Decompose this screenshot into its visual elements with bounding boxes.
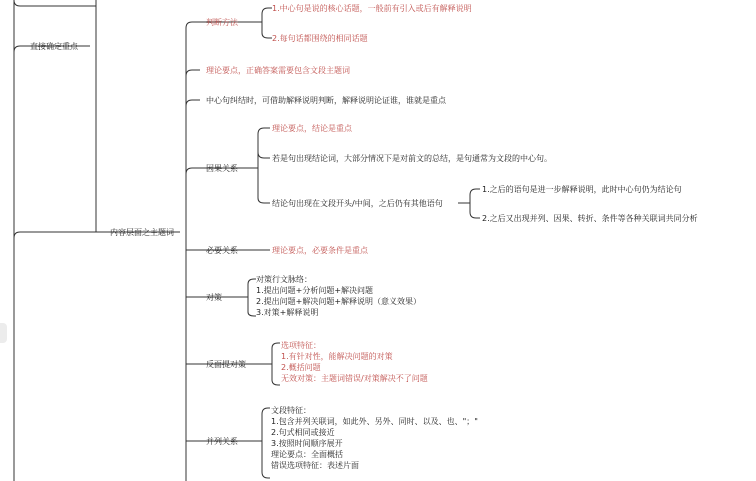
node-causal-sub-2[interactable]: 2.之后又出现并列、因果、转折、条件等各种关联词共同分析 <box>482 214 698 223</box>
node-judge-method[interactable]: 判断方法 <box>206 18 238 27</box>
node-countermeasure-text-3: 2.提出问题+解决问题+解释说明（意义效果） <box>256 297 422 306</box>
node-countermeasure-text-2: 1.提出问题+分析问题+解决问题 <box>256 286 374 295</box>
node-content-topic-word[interactable]: 内容层面之主题词 <box>110 228 174 237</box>
node-reverse-text-3: 2.概括问题 <box>281 363 321 372</box>
node-judge-method-2[interactable]: 2.每句话都围绕的相同话题 <box>272 34 368 43</box>
node-necessary-relation[interactable]: 必要关系 <box>206 246 238 255</box>
node-countermeasure-text-4: 3.对策+解释说明 <box>256 308 319 317</box>
node-parallel-text-2: 1.包含并列关联词，如此外、另外、同时、以及、也、"；" <box>271 417 478 426</box>
node-direct-key-point[interactable]: 直接确定重点 <box>30 42 78 51</box>
link-content <box>14 232 26 238</box>
node-center-sentence[interactable]: 中心句纠结时，可借助解释说明判断，解释说明论证谁，谁就是重点 <box>206 96 446 105</box>
node-reverse-countermeasure[interactable]: 反面提对策 <box>206 360 246 369</box>
node-theory-topic-word[interactable]: 理论要点，正确答案需要包含文段主题词 <box>206 66 350 75</box>
node-causal-conclusion-word[interactable]: 若是句出现结论词，大部分情况下是对前文的总结，是句通常为文段的中心句。 <box>272 154 552 163</box>
node-parallel-text-1: 文段特征： <box>271 406 311 415</box>
node-parallel-text-3: 2.句式相同或接近 <box>271 428 335 437</box>
node-parallel-relation[interactable]: 并列关系 <box>206 437 238 446</box>
node-countermeasure-text-1: 对策行文脉络： <box>256 275 312 284</box>
link-top <box>14 0 96 6</box>
node-causal-conclusion-position[interactable]: 结论句出现在文段开头/中间，之后仍有其他语句 <box>272 199 443 208</box>
node-necessary-theory[interactable]: 理论要点，必要条件是重点 <box>272 246 368 255</box>
node-reverse-text-2: 1.有针对性，能解决问题的对策 <box>281 352 393 361</box>
link-direct <box>14 46 26 52</box>
node-parallel-text-5: 理论要点：全面概括 <box>271 450 343 459</box>
node-causal-relation[interactable]: 因果关系 <box>206 164 238 173</box>
node-parallel-text-4: 3.按照时间顺序展开 <box>271 439 343 448</box>
node-judge-method-1[interactable]: 1.中心句是说的核心话题，一般前有引入或后有解释说明 <box>272 4 472 13</box>
node-parallel-text-6: 错误选项特征：表述片面 <box>271 461 359 470</box>
node-causal-sub-1[interactable]: 1.之后的语句是进一步解释说明，此时中心句仍为结论句 <box>482 185 682 194</box>
node-causal-theory[interactable]: 理论要点，结论是重点 <box>272 124 352 133</box>
node-countermeasure[interactable]: 对策 <box>206 293 222 302</box>
node-reverse-text-4: 无效对策：主题词错误/对策解决不了问题 <box>281 374 428 383</box>
node-reverse-text-1: 选项特征： <box>281 341 321 350</box>
